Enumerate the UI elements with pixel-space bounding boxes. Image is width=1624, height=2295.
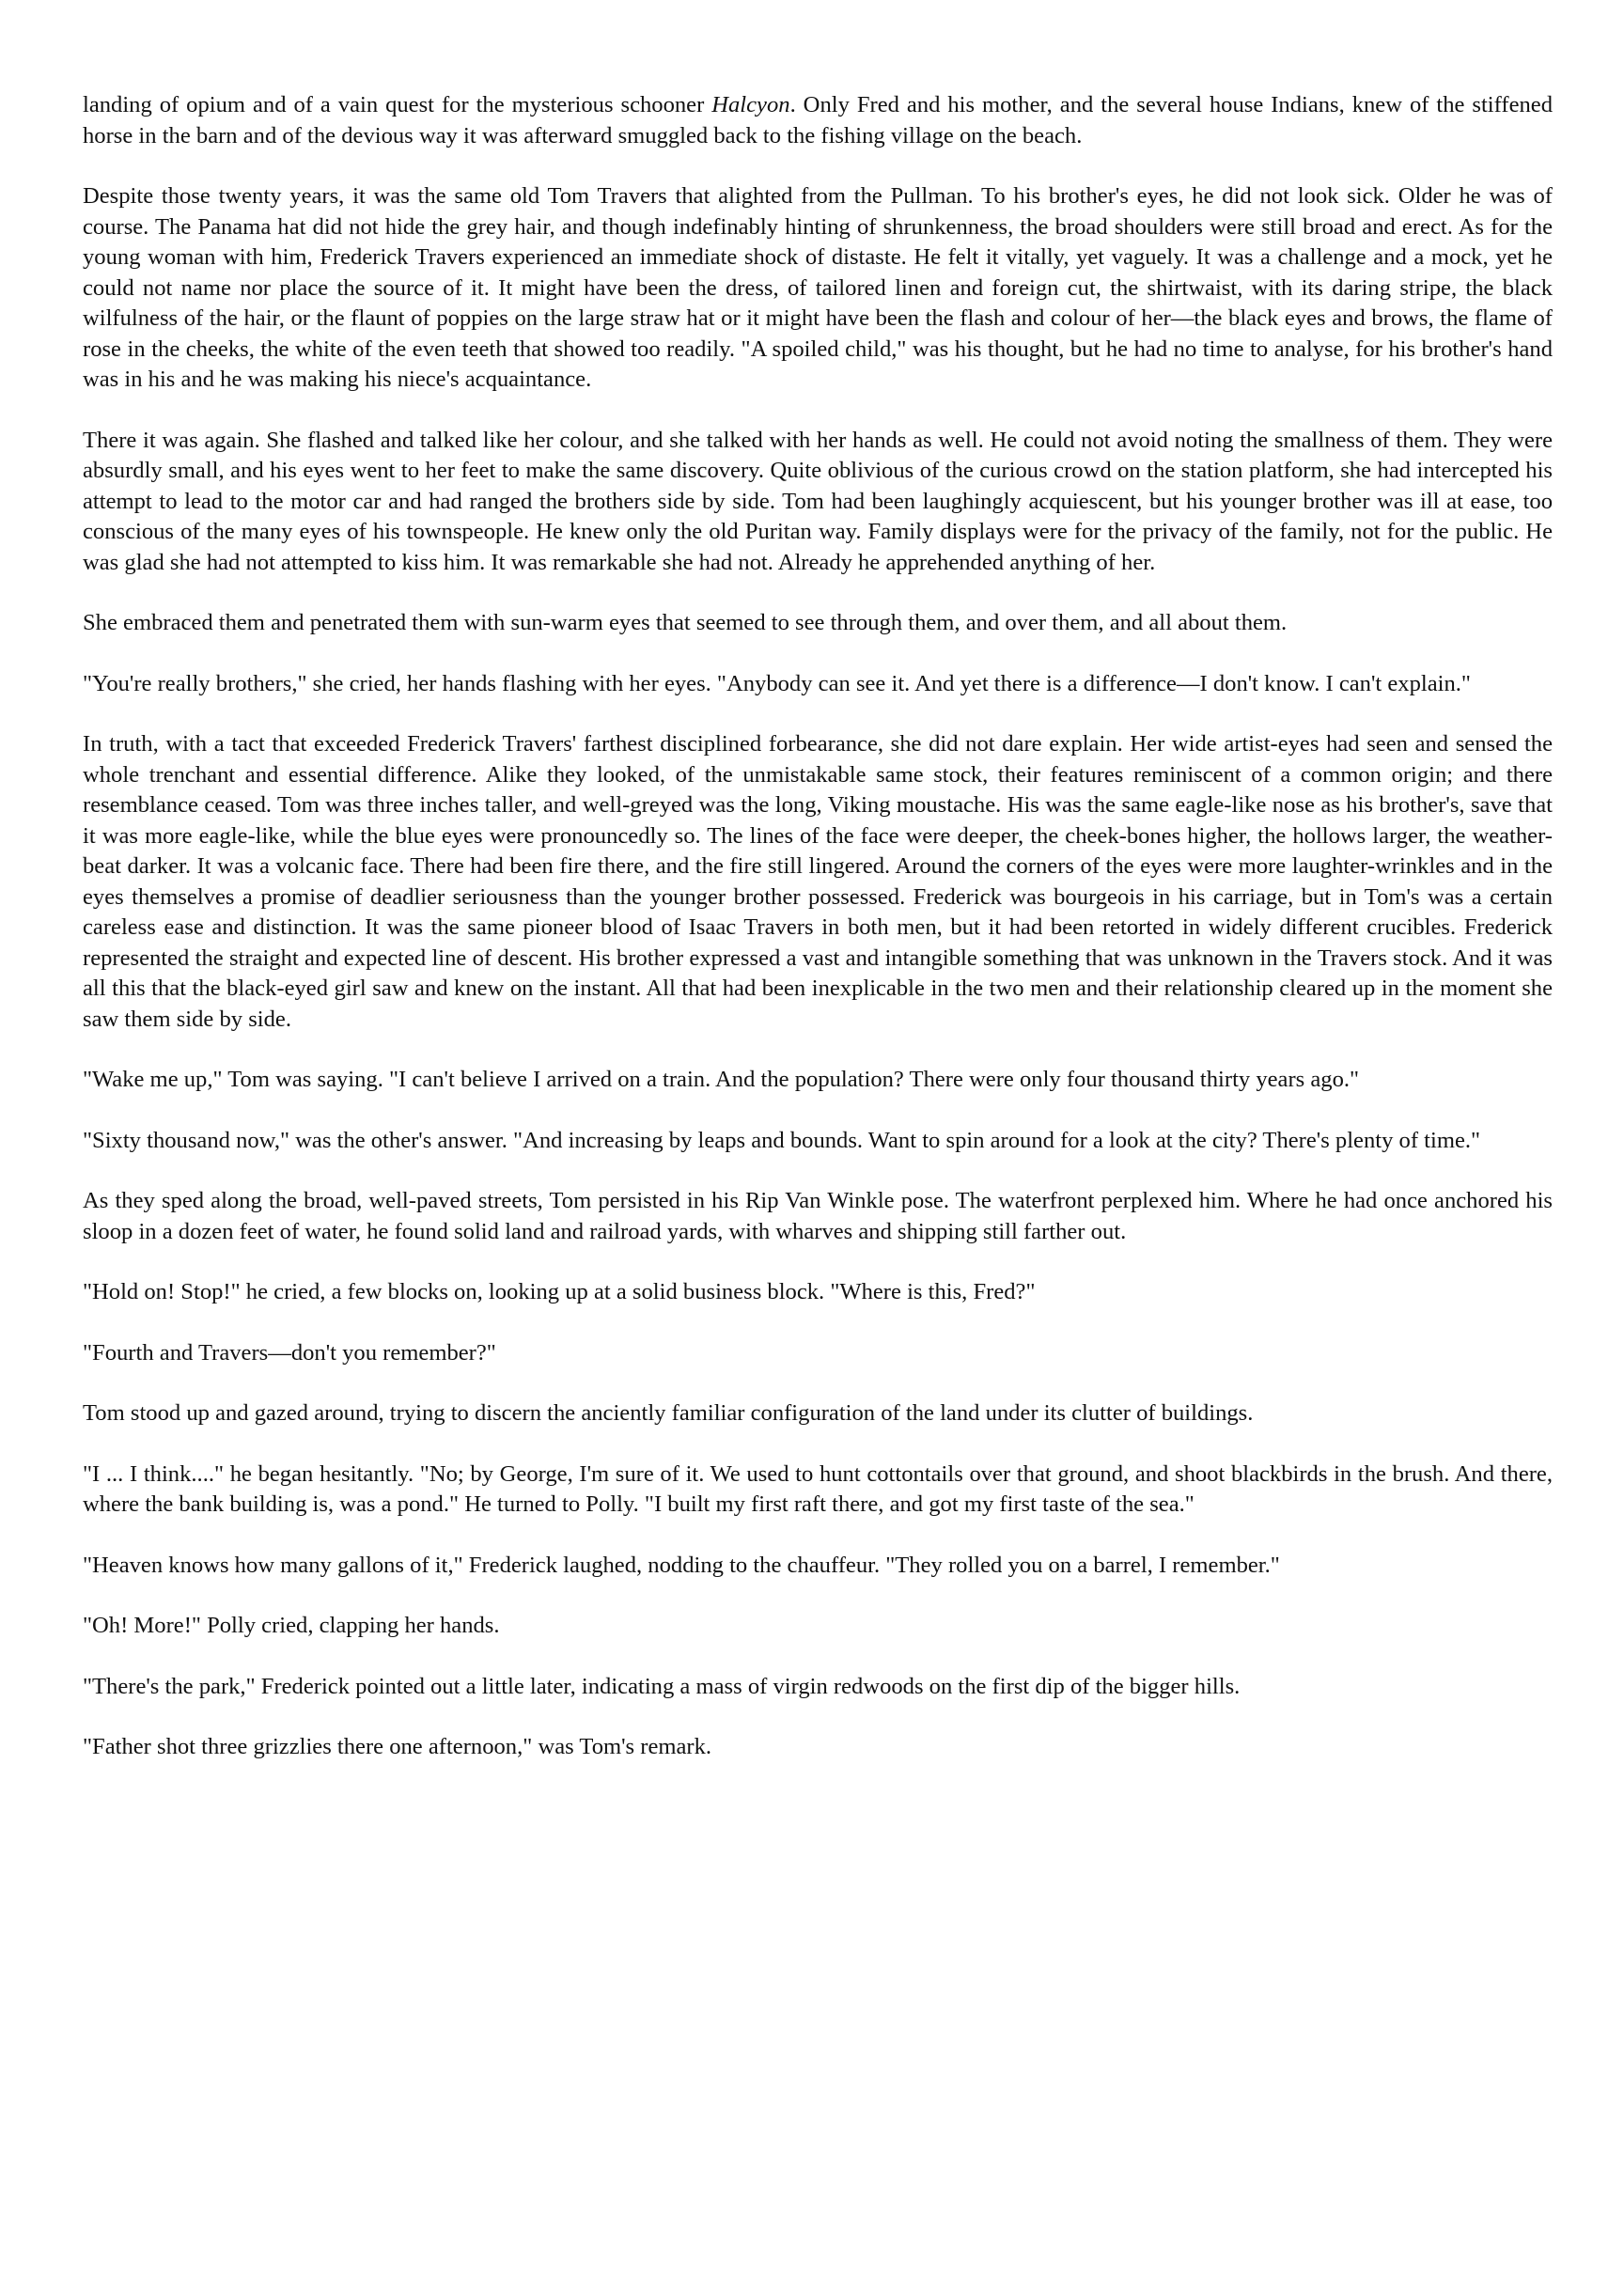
paragraph: "I ... I think...." he began hesitantly. "No; by George, I'm sure of it. We used to hunt cottontails over that ground, and shoot blackbirds in the brush. And there, where the bank building is, was a pond." He turned to Polly. "I built my first raft there, and got my first taste of the sea.": [83, 1460, 1553, 1517]
paragraph-text: landing of opium and of a vain quest for the mysterious schooner: [83, 92, 712, 117]
ship-name: Halcyon: [711, 92, 790, 117]
paragraph: "You're really brothers," she cried, her hands flashing with her eyes. "Anybody can see it. And yet there is a difference—I don't know. I can't explain.": [83, 670, 1471, 696]
paragraph: [83, 90, 1553, 151]
paragraph: "Wake me up," Tom was saying. "I can't believe I arrived on a train. And the population? There were only four thousand thirty years ago.": [83, 1067, 1360, 1092]
paragraph: "There's the park," Frederick pointed out a little later, indicating a mass of virgin redwoods on the first dip of the bigger hills.: [83, 1673, 1241, 1699]
paragraph: "Hold on! Stop!" he cried, a few blocks on, looking up at a solid business block. "Where is this, Fred?": [83, 1279, 1036, 1304]
document-page: [83, 90, 1553, 1763]
paragraph-text: . Only Fred and his mother, and the several house Indians, knew of the stiffened horse in the barn and of the devious way it was afterward smuggled back to the fishing village on the beach.: [83, 92, 1553, 148]
paragraph: "Fourth and Travers—don't you remember?": [83, 1339, 496, 1366]
paragraph: In truth, with a tact that exceeded Frederick Travers' farthest disciplined forbearance, she did not dare explain. Her wide artist-eyes had seen and sensed the whole trenchant and essential difference. Alike they looked, of the unmistakable same stock, their features reminiscent of a common origin; and there resemblance ceased. Tom was three inches taller, and well-greyed was the long, Viking moustache. His was the same eagle-like nose as his brother's, save that it was more eagle-like, while the blue eyes were pronouncedly so. The lines of the face were deeper, the cheek-bones higher, the hollows larger, the weather-beat darker. It was a volcanic face. There had been fire there, and the fire still lingered. Around the corners of the eyes were more laughter-wrinkles and in the eyes themselves a promise of deadlier seriousness than the younger brother possessed. Frederick was bourgeois in his carriage, but in Tom's was a certain careless ease and distinction. It was the same pioneer blood of Isaac Travers in both men, but it had been retorted in widely different crucibles. Frederick represented the straight and expected line of descent. His brother expressed a vast and intangible something that was unknown in the Travers stock. And it was all this that the black-eyed girl saw and knew on the instant. All that had been inexplicable in the two men and their relationship cleared up in the moment she saw them side by side.: [83, 731, 1553, 1032]
paragraph: "Sixty thousand now," was the other's answer. "And increasing by leaps and bounds. Want to spin around for a look at the city? There's plenty of time.": [83, 1127, 1481, 1153]
paragraph: "Father shot three grizzlies there one afternoon," was Tom's remark.: [83, 1734, 712, 1759]
paragraph: Despite those twenty years, it was the same old Tom Travers that alighted from the Pullman. To his brother's eyes, he did not look sick. Older he was of course. The Panama hat did not hide the grey hair, and though indefinably hinting of shrunkenness, the broad shoulders were still broad and erect. As for the young woman with him, Frederick Travers experienced an immediate shock of distaste. He felt it vitally, yet vaguely. It was a challenge and a mock, yet he could not name nor place the source of it. It might have been the dress, of tailored linen and foreign cut, the shirtwaist, with its daring stripe, the black wilfulness of the hair, or the flaunt of poppies on the large straw hat or it might have been the flash and colour of her—the black eyes and brows, the flame of rose in the cheeks, the white of the even teeth that showed too readily. "A spoiled child," was his thought, but he had no time to analyse, for his brother's hand was in his and he was making his niece's acquaintance.: [83, 183, 1553, 392]
paragraph: She embraced them and penetrated them with sun-warm eyes that seemed to see through them, and over them, and all about them.: [83, 610, 1288, 635]
paragraph: As they sped along the broad, well-paved streets, Tom persisted in his Rip Van Winkle pose. The waterfront perplexed him. Where he had once anchored his sloop in a dozen feet of water, he found solid land and railroad yards, with wharves and shipping still farther out.: [83, 1188, 1553, 1244]
paragraph: "Oh! More!" Polly cried, clapping her hands.: [83, 1613, 500, 1638]
paragraph: "Heaven knows how many gallons of it," Frederick laughed, nodding to the chauffeur. "They rolled you on a barrel, I remember.": [83, 1552, 1280, 1578]
paragraph: There it was again. She flashed and talked like her colour, and she talked with her hands as well. He could not avoid noting the smallness of them. They were absurdly small, and his eyes went to her feet to make the same discovery. Quite oblivious of the curious crowd on the station platform, she had intercepted his attempt to lead to the motor car and had ranged the brothers side by side. Tom had been laughingly acquiescent, but his younger brother was ill at ease, too conscious of the many eyes of his townspeople. He knew only the old Puritan way. Family displays were for the privacy of the family, not for the public. He was glad she had not attempted to kiss him. It was remarkable she had not. Already he apprehended anything of her.: [83, 427, 1553, 575]
paragraph: Tom stood up and gazed around, trying to discern the anciently familiar configuration of the land under its clutter of buildings.: [83, 1400, 1254, 1426]
